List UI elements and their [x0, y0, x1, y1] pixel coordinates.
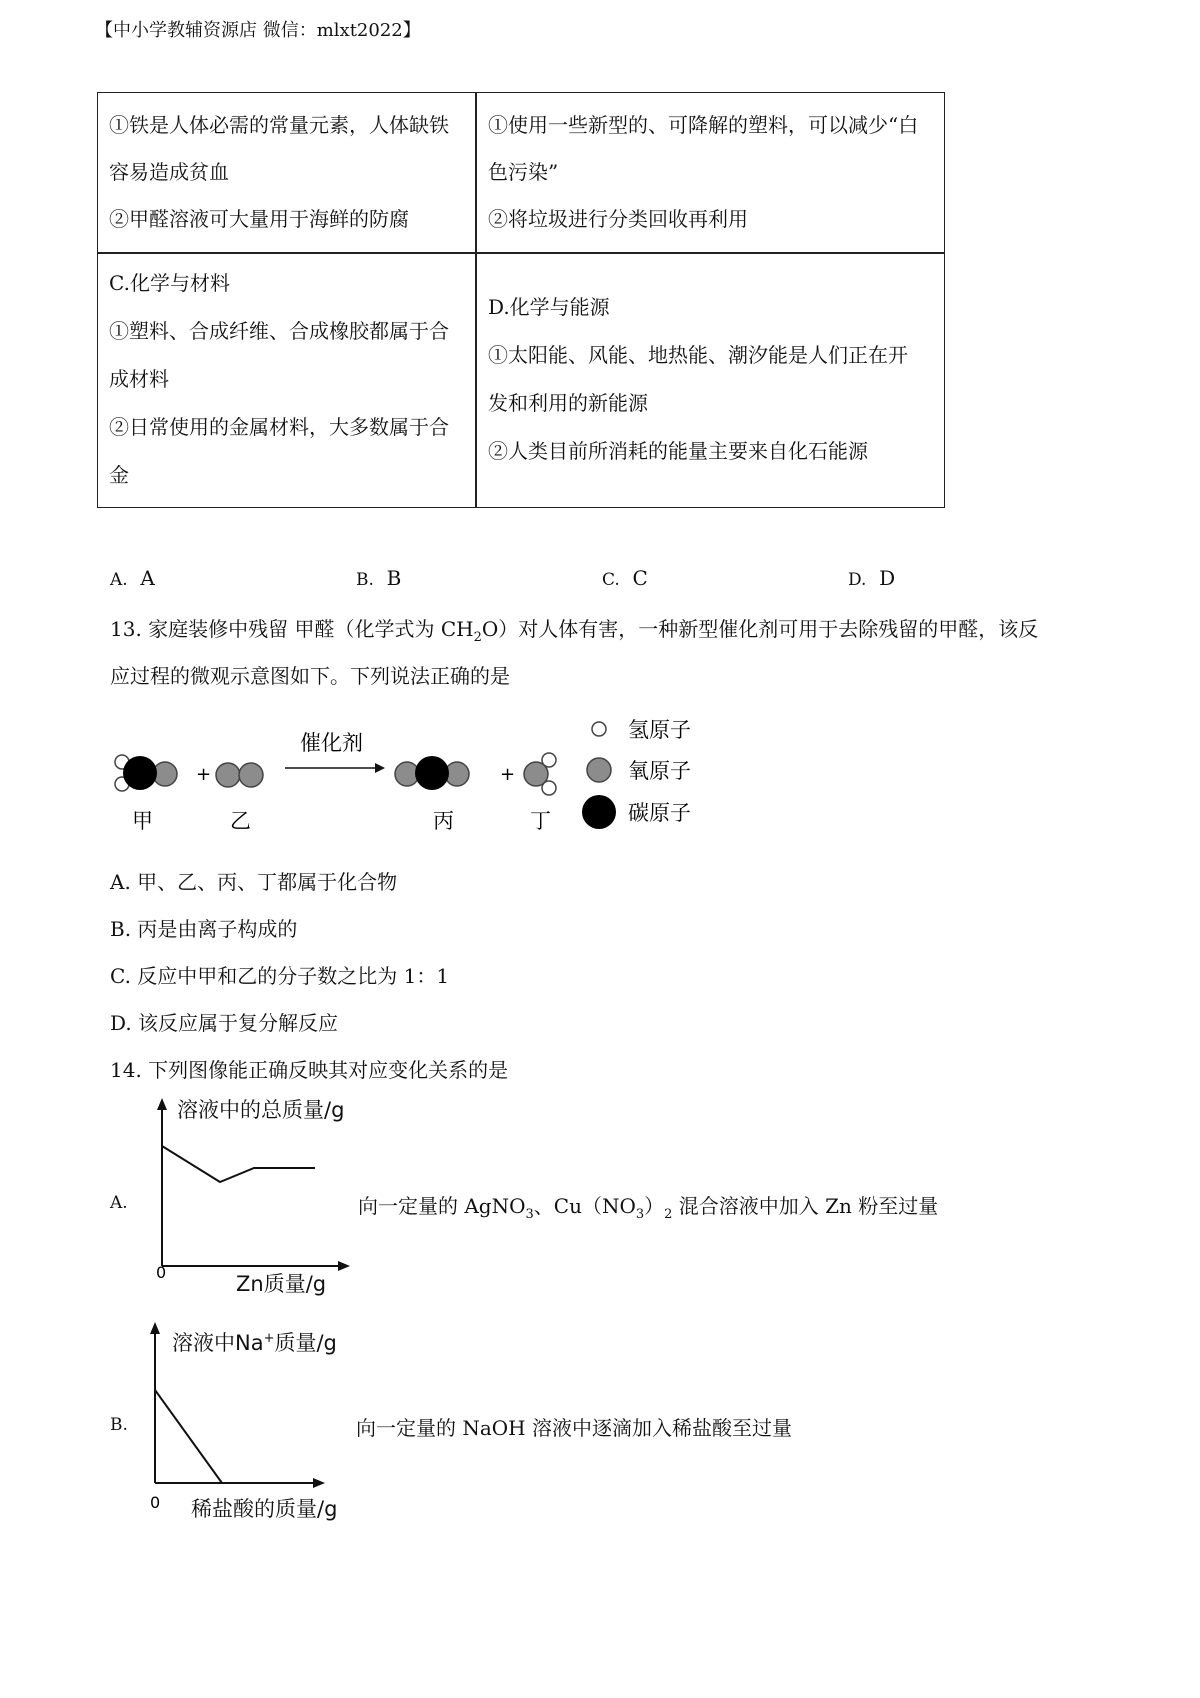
- label-ding: 丁: [530, 809, 551, 833]
- q12-option-b[interactable]: B. B: [356, 566, 402, 590]
- x-axis-arrow-icon: [338, 1261, 350, 1271]
- arrow-head-icon: [375, 763, 385, 773]
- molecule-ding: [524, 753, 556, 795]
- cell-c-line-1: C.化学与材料: [109, 271, 230, 295]
- reaction-diagram: [100, 712, 720, 842]
- q13-option-b[interactable]: B. 丙是由离子构成的: [110, 917, 298, 941]
- q14-option-a-description[interactable]: 向一定量的 AgNO$_3$、$Cu(NO_3)_2$ 混合溶液中加入 Zn 粉至过量: [358, 1194, 939, 1222]
- molecule-bing: [395, 756, 469, 790]
- q12-option-d[interactable]: D. D: [848, 566, 896, 590]
- cell-b-line-2: 色污染”: [488, 160, 559, 184]
- curve-a: [162, 1146, 315, 1182]
- option-table: [97, 92, 945, 508]
- q12-option-a[interactable]: A. A: [110, 566, 155, 590]
- graph-b-xlabel: 稀盐酸的质量/g: [191, 1497, 338, 1521]
- legend-oxygen-label: 氧原子: [628, 759, 691, 783]
- y-axis-arrow-icon: [157, 1098, 167, 1110]
- molecule-yi: [216, 763, 263, 787]
- x-axis-arrow-icon: [313, 1478, 325, 1488]
- graph-b-ylabel: 溶液中Na+质量/g: [172, 1331, 337, 1355]
- cell-d-line-3: 发和利用的新能源: [488, 391, 648, 415]
- q12-option-c[interactable]: C. C: [602, 566, 648, 590]
- cell-d-line-4: ②人类目前所消耗的能量主要来自化石能源: [488, 439, 868, 463]
- plus-sign-1: +: [196, 764, 212, 785]
- q13-option-a[interactable]: A. 甲、乙、丙、丁都属于化合物: [110, 870, 398, 894]
- header-watermark: 【中小学教辅资源店 微信：mlxt2022】: [95, 20, 421, 41]
- cell-c-line-2: ①塑料、合成纤维、合成橡胶都属于合: [109, 319, 449, 343]
- plus-sign-2: +: [500, 764, 516, 785]
- cell-c-line-4: ②日常使用的金属材料，大多数属于合: [109, 415, 449, 439]
- origin-label: 0: [150, 1493, 161, 1510]
- oxygen-atom-icon: [216, 763, 240, 787]
- q13-option-d[interactable]: D. 该反应属于复分解反应: [110, 1011, 339, 1035]
- legend: [582, 718, 691, 829]
- molecule-jia: [115, 755, 177, 791]
- label-jia: 甲: [132, 809, 153, 833]
- table-horizontal-divider: [98, 252, 944, 254]
- y-axis-arrow-icon: [150, 1322, 160, 1334]
- carbon-atom-icon: [123, 756, 157, 790]
- q14-option-b-description[interactable]: 向一定量的 NaOH 溶液中逐滴加入稀盐酸至过量: [356, 1416, 792, 1440]
- cell-b-line-1: ①使用一些新型的、可降解的塑料，可以减少“白: [488, 113, 919, 137]
- oxygen-atom-icon: [239, 763, 263, 787]
- hydrogen-atom-icon: [542, 781, 556, 795]
- carbon-atom-icon: [582, 795, 616, 829]
- label-yi: 乙: [230, 809, 251, 833]
- graph-a-ylabel: 溶液中的总质量/g: [177, 1098, 345, 1122]
- cell-b-line-3: ②将垃圾进行分类回收再利用: [488, 207, 748, 231]
- q14-stem: 14. 下列图像能正确反映其对应变化关系的是: [110, 1058, 509, 1082]
- cell-c-line-5: 金: [109, 463, 129, 487]
- curve-b: [155, 1390, 222, 1483]
- q13-stem-line-2: 应过程的微观示意图如下。下列说法正确的是: [110, 664, 510, 688]
- cell-d-line-1: D.化学与能源: [488, 295, 610, 319]
- hydrogen-atom-icon: [592, 722, 606, 736]
- label-bing: 丙: [433, 809, 454, 833]
- oxygen-atom-icon: [587, 758, 611, 782]
- q13-option-c[interactable]: C. 反应中甲和乙的分子数之比为 1：1: [110, 964, 450, 988]
- legend-carbon-label: 碳原子: [628, 801, 691, 825]
- graph-a-xlabel: Zn质量/g: [236, 1272, 327, 1296]
- q13-stem-line-1: 13. 家庭装修中残留 甲醛（化学式为 $CH_2O$）对人体有害，一种新型催化剂可用于去除残留的甲醛，该反: [110, 617, 1039, 645]
- cell-a-line-2: 容易造成贫血: [109, 160, 229, 184]
- cell-d-line-2: ①太阳能、风能、地热能、潮汐能是人们正在开: [488, 343, 908, 367]
- cell-a-line-1: ①铁是人体必需的常量元素，人体缺铁: [109, 113, 449, 137]
- origin-label: 0: [156, 1263, 167, 1282]
- legend-hydrogen-label: 氢原子: [628, 718, 691, 742]
- table-vertical-divider: [475, 93, 477, 507]
- q14-option-b-letter[interactable]: B.: [110, 1415, 128, 1435]
- hydrogen-atom-icon: [542, 753, 556, 767]
- cell-a-line-3: ②甲醛溶液可大量用于海鲜的防腐: [109, 207, 409, 231]
- catalyst-label: 催化剂: [300, 731, 363, 755]
- cell-c-line-3: 成材料: [109, 367, 169, 391]
- carbon-atom-icon: [415, 756, 449, 790]
- q14-option-a-letter[interactable]: A.: [110, 1193, 128, 1213]
- q14-graph-a: [150, 1096, 360, 1296]
